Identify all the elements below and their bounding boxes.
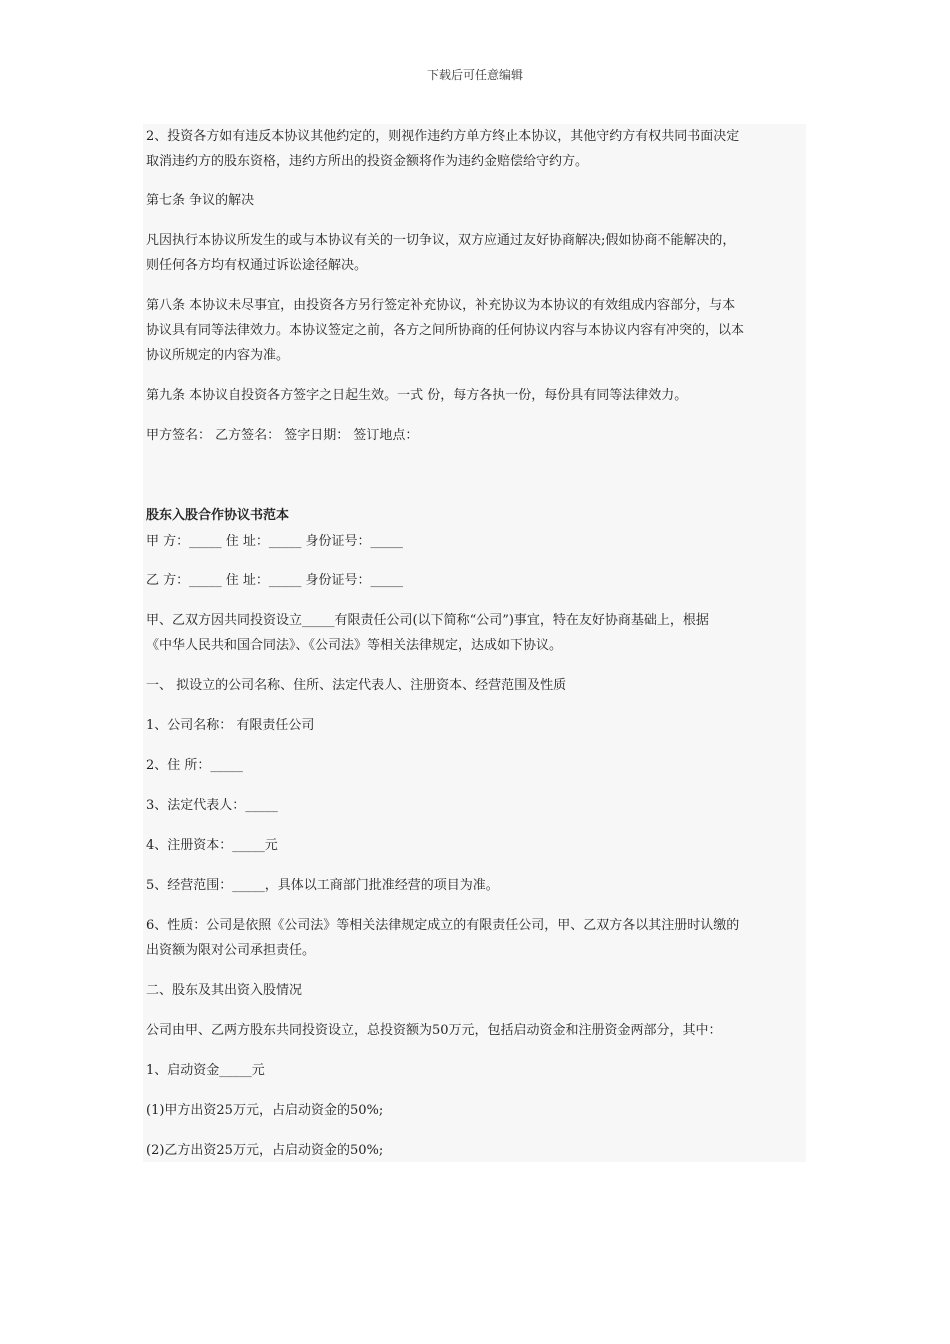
section-heading: 二、股东及其出资入股情况	[146, 983, 303, 998]
party-b-line: 乙 方：_____ 住 址：_____ 身份证号：_____	[146, 573, 404, 588]
paragraph-line: 第九条 本协议自投资各方签字之日起生效。一式 份，每方各执一份，每份具有同等法律效力。	[146, 388, 688, 403]
signature-line: 甲方签名： 乙方签名： 签字日期： 签订地点：	[146, 428, 419, 443]
list-item: 5、经营范围：_____，具体以工商部门批准经营的项目为准。	[146, 878, 499, 893]
paragraph-line: 协议具有同等法律效力。本协议签定之前，各方之间所协商的任何协议内容与本协议内容有冲突的，以本	[146, 323, 745, 338]
list-item: (1)甲方出资25万元，占启动资金的50%;	[146, 1103, 384, 1118]
list-item: 4、注册资本：_____元	[146, 838, 278, 853]
document-title: 股东入股合作协议书范本	[146, 508, 290, 523]
section-heading: 第七条 争议的解决	[146, 193, 255, 208]
paragraph-line: 凡因执行本协议所发生的或与本协议有关的一切争议，双方应通过友好协商解决;假如协商不能解决的，	[146, 233, 736, 248]
list-item: 1、启动资金_____元	[146, 1063, 265, 1078]
list-item: 6、性质：公司是依照《公司法》等相关法律规定成立的有限责任公司，甲、乙双方各以其注册时认缴的	[146, 918, 740, 933]
list-item: 1、公司名称： 有限责任公司	[146, 718, 315, 733]
list-item: (2)乙方出资25万元，占启动资金的50%;	[146, 1143, 384, 1158]
paragraph-line: 2、投资各方如有违反本协议其他约定的，则视作违约方单方终止本协议，其他守约方有权共同书面决定	[146, 129, 740, 144]
party-a-line: 甲 方：_____ 住 址：_____ 身份证号：_____	[146, 534, 404, 549]
paragraph-line: 取消违约方的股东资格，违约方所出的投资金额将作为违约金赔偿给守约方。	[146, 154, 589, 169]
list-item: 3、法定代表人：_____	[146, 798, 278, 813]
section-heading: 一、 拟设立的公司名称、住所、法定代表人、注册资本、经营范围及性质	[146, 678, 567, 693]
paragraph-line: 《中华人民共和国合同法》、《公司法》等相关法律规定，达成如下协议。	[146, 638, 563, 653]
list-item: 出资额为限对公司承担责任。	[146, 943, 316, 958]
paragraph-line: 第八条 本协议未尽事宜，由投资各方另行签定补充协议，补充协议为本协议的有效组成内容部分，与本	[146, 298, 736, 313]
page-header: 下载后可任意编辑	[426, 68, 523, 82]
paragraph-line: 甲、乙双方因共同投资设立_____有限责任公司(以下简称“公司”)事宜，特在友好协商基础上，根据	[146, 613, 709, 628]
paragraph-line: 则任何各方均有权通过诉讼途径解决。	[146, 258, 368, 273]
list-item: 2、住 所：_____	[146, 758, 243, 773]
paragraph-line: 公司由甲、乙两方股东共同投资设立，总投资额为50万元，包括启动资金和注册资金两部分，其中：	[146, 1023, 722, 1038]
paragraph-line: 协议所规定的内容为准。	[146, 348, 290, 363]
